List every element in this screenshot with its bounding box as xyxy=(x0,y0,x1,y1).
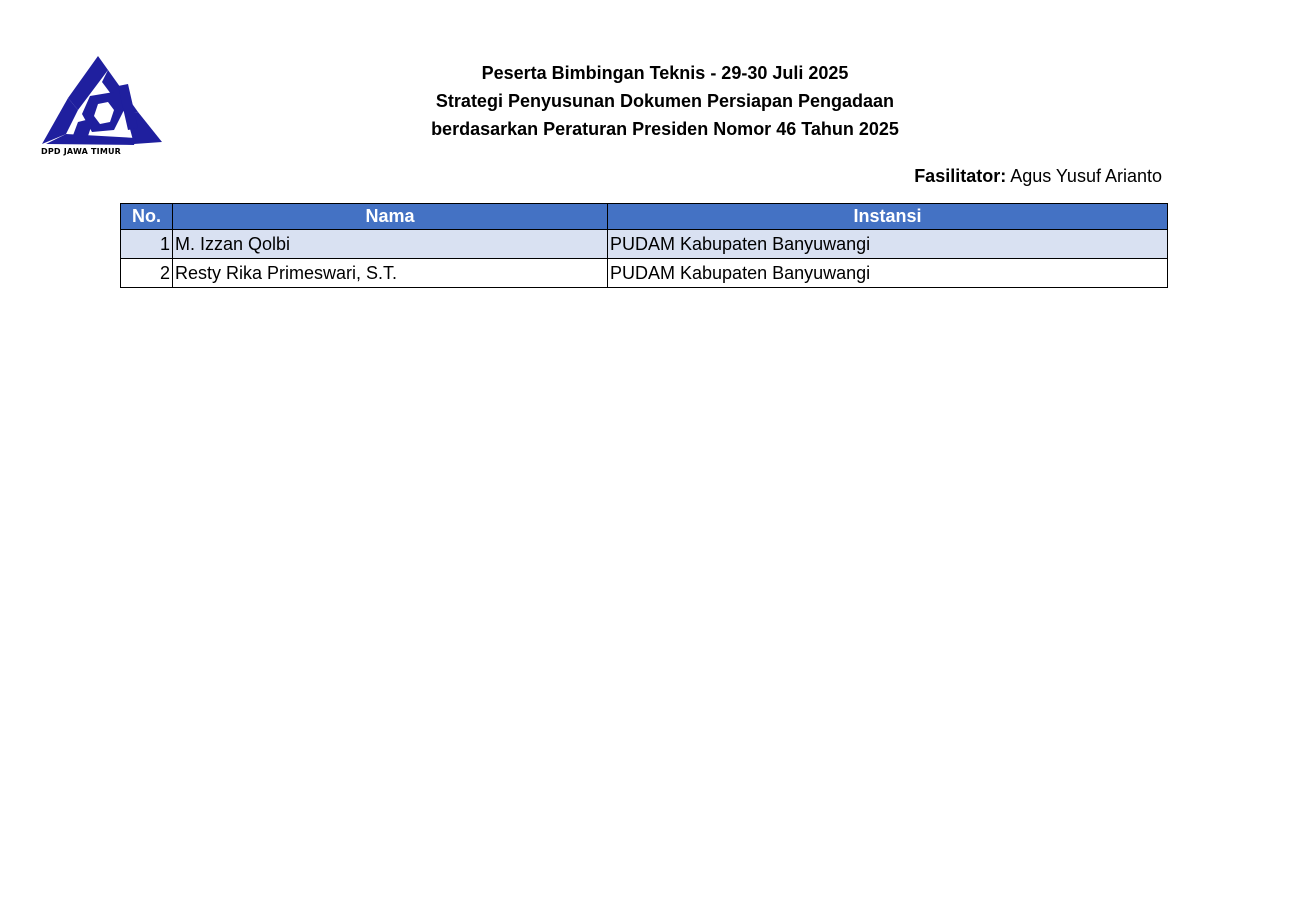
column-header-instansi: Instansi xyxy=(608,204,1168,230)
column-header-nama: Nama xyxy=(173,204,608,230)
cell-nama: M. Izzan Qolbi xyxy=(173,230,608,259)
facilitator xyxy=(914,166,1162,187)
cell-no: 1 xyxy=(121,230,173,259)
cell-nama: Resty Rika Primeswari, S.T. xyxy=(173,259,608,288)
facilitator-name: Agus Yusuf Arianto xyxy=(1010,166,1162,186)
logo xyxy=(38,52,168,160)
table-row xyxy=(121,259,1168,288)
facilitator-label: Fasilitator: xyxy=(914,166,1007,186)
column-header-no: No. xyxy=(121,204,173,230)
api-triangle-logo-icon xyxy=(38,52,166,147)
participants-table xyxy=(120,203,1168,288)
title-line-3: berdasarkan Peraturan Presiden Nomor 46 Tahun 2025 xyxy=(431,119,899,139)
title-line-2: Strategi Penyusunan Dokumen Persiapan Pengadaan xyxy=(435,91,895,111)
logo-caption: DPD JAWA TIMUR xyxy=(41,147,122,156)
cell-no: 2 xyxy=(121,259,173,288)
table-header-row xyxy=(121,204,1168,230)
cell-instansi: PUDAM Kabupaten Banyuwangi xyxy=(608,230,1168,259)
page-title xyxy=(300,59,1030,143)
cell-instansi: PUDAM Kabupaten Banyuwangi xyxy=(608,259,1168,288)
table-row xyxy=(121,230,1168,259)
title-line-1: Peserta Bimbingan Teknis - 29-30 Juli 2025 xyxy=(481,63,849,83)
